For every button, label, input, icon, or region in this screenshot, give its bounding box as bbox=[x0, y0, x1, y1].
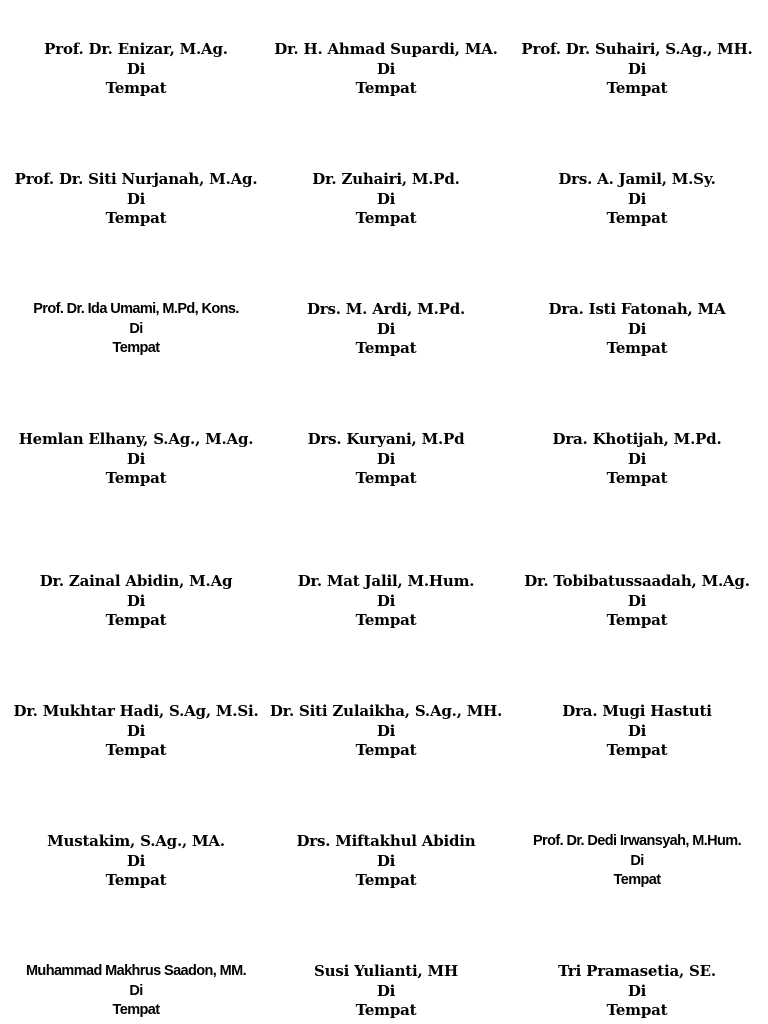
recipient-di: Di bbox=[627, 591, 647, 610]
recipient-name: Prof. Dr. Enizar, M.Ag. bbox=[44, 40, 228, 58]
address-label bbox=[512, 702, 762, 761]
address-label bbox=[261, 170, 511, 229]
recipient-place: Tempat bbox=[105, 741, 167, 759]
recipient-di: Di bbox=[126, 591, 146, 610]
recipient-name: Prof. Dr. Ida Umami, M.Pd, Kons. bbox=[33, 301, 239, 317]
address-label bbox=[512, 300, 762, 359]
recipient-place: Tempat bbox=[105, 79, 167, 97]
recipient-di: Di bbox=[126, 721, 146, 740]
recipient-di: Di bbox=[627, 449, 647, 468]
recipient-place: Tempat bbox=[105, 871, 167, 889]
address-label bbox=[11, 572, 261, 631]
address-label bbox=[261, 702, 511, 761]
recipient-place: Tempat bbox=[112, 340, 160, 356]
recipient-name: Dr. Tobibatussaadah, M.Ag. bbox=[524, 572, 750, 590]
recipient-di: Di bbox=[376, 449, 396, 468]
recipient-place: Tempat bbox=[606, 79, 668, 97]
recipient-place: Tempat bbox=[355, 871, 417, 889]
recipient-di: Di bbox=[627, 319, 647, 338]
recipient-di: Di bbox=[129, 320, 143, 337]
recipient-di: Di bbox=[129, 982, 143, 999]
recipient-di: Di bbox=[627, 721, 647, 740]
recipient-place: Tempat bbox=[355, 611, 417, 629]
recipient-name: Susi Yulianti, MH bbox=[314, 962, 458, 980]
recipient-place: Tempat bbox=[355, 741, 417, 759]
recipient-place: Tempat bbox=[105, 209, 167, 227]
address-label bbox=[261, 300, 511, 359]
recipient-di: Di bbox=[376, 591, 396, 610]
address-label bbox=[11, 832, 261, 891]
recipient-name: Muhammad Makhrus Saadon, MM. bbox=[25, 963, 247, 979]
address-label bbox=[512, 40, 762, 99]
recipient-place: Tempat bbox=[355, 469, 417, 487]
recipient-di: Di bbox=[376, 59, 396, 78]
recipient-di: Di bbox=[126, 59, 146, 78]
recipient-name: Drs. A. Jamil, M.Sy. bbox=[558, 170, 716, 188]
recipient-di: Di bbox=[376, 319, 396, 338]
recipient-place: Tempat bbox=[355, 339, 417, 357]
address-label bbox=[11, 40, 261, 99]
recipient-name: Drs. Kuryani, M.Pd bbox=[307, 430, 465, 448]
address-label bbox=[11, 170, 261, 229]
recipient-name: Drs. Miftakhul Abidin bbox=[296, 832, 476, 850]
recipient-place: Tempat bbox=[606, 1001, 668, 1019]
recipient-di: Di bbox=[630, 852, 644, 869]
recipient-name: Dr. Mukhtar Hadi, S.Ag, M.Si. bbox=[13, 702, 259, 720]
recipient-di: Di bbox=[376, 189, 396, 208]
recipient-name: Dra. Khotijah, M.Pd. bbox=[552, 430, 722, 448]
recipient-place: Tempat bbox=[606, 209, 668, 227]
recipient-name: Dr. Siti Zulaikha, S.Ag., MH. bbox=[269, 702, 503, 720]
recipient-place: Tempat bbox=[613, 872, 661, 888]
recipient-place: Tempat bbox=[606, 611, 668, 629]
recipient-name: Mustakim, S.Ag., MA. bbox=[47, 832, 225, 850]
address-label bbox=[261, 572, 511, 631]
recipient-place: Tempat bbox=[355, 1001, 417, 1019]
recipient-name: Prof. Dr. Dedi Irwansyah, M.Hum. bbox=[532, 833, 741, 849]
address-label bbox=[11, 962, 261, 1021]
recipient-name: Tri Pramasetia, SE. bbox=[558, 962, 716, 980]
recipient-name: Dr. H. Ahmad Supardi, MA. bbox=[274, 40, 498, 58]
recipient-di: Di bbox=[627, 59, 647, 78]
recipient-di: Di bbox=[627, 981, 647, 1000]
recipient-place: Tempat bbox=[606, 741, 668, 759]
recipient-di: Di bbox=[376, 851, 396, 870]
recipient-place: Tempat bbox=[606, 469, 668, 487]
recipient-name: Dra. Isti Fatonah, MA bbox=[548, 300, 726, 318]
address-label bbox=[261, 962, 511, 1021]
recipient-place: Tempat bbox=[112, 1002, 160, 1018]
recipient-di: Di bbox=[376, 981, 396, 1000]
recipient-name: Dr. Zainal Abidin, M.Ag bbox=[39, 572, 233, 590]
recipient-place: Tempat bbox=[606, 339, 668, 357]
recipient-place: Tempat bbox=[355, 79, 417, 97]
recipient-place: Tempat bbox=[105, 611, 167, 629]
recipient-name: Prof. Dr. Siti Nurjanah, M.Ag. bbox=[14, 170, 258, 188]
recipient-di: Di bbox=[126, 851, 146, 870]
recipient-place: Tempat bbox=[355, 209, 417, 227]
recipient-di: Di bbox=[376, 721, 396, 740]
recipient-name: Prof. Dr. Suhairi, S.Ag., MH. bbox=[521, 40, 753, 58]
recipient-name: Hemlan Elhany, S.Ag., M.Ag. bbox=[18, 430, 254, 448]
address-label bbox=[512, 170, 762, 229]
recipient-place: Tempat bbox=[105, 469, 167, 487]
recipient-di: Di bbox=[126, 449, 146, 468]
address-label bbox=[512, 962, 762, 1021]
address-label bbox=[261, 40, 511, 99]
recipient-name: Drs. M. Ardi, M.Pd. bbox=[306, 300, 466, 318]
address-label bbox=[512, 430, 762, 489]
recipient-name: Dr. Mat Jalil, M.Hum. bbox=[297, 572, 475, 590]
address-label bbox=[11, 430, 261, 489]
recipient-di: Di bbox=[627, 189, 647, 208]
address-label bbox=[261, 832, 511, 891]
address-label bbox=[261, 430, 511, 489]
address-label bbox=[11, 702, 261, 761]
recipient-di: Di bbox=[126, 189, 146, 208]
address-label bbox=[512, 572, 762, 631]
address-label bbox=[512, 832, 762, 891]
recipient-name: Dra. Mugi Hastuti bbox=[562, 702, 712, 720]
address-label bbox=[11, 300, 261, 359]
recipient-name: Dr. Zuhairi, M.Pd. bbox=[312, 170, 460, 188]
